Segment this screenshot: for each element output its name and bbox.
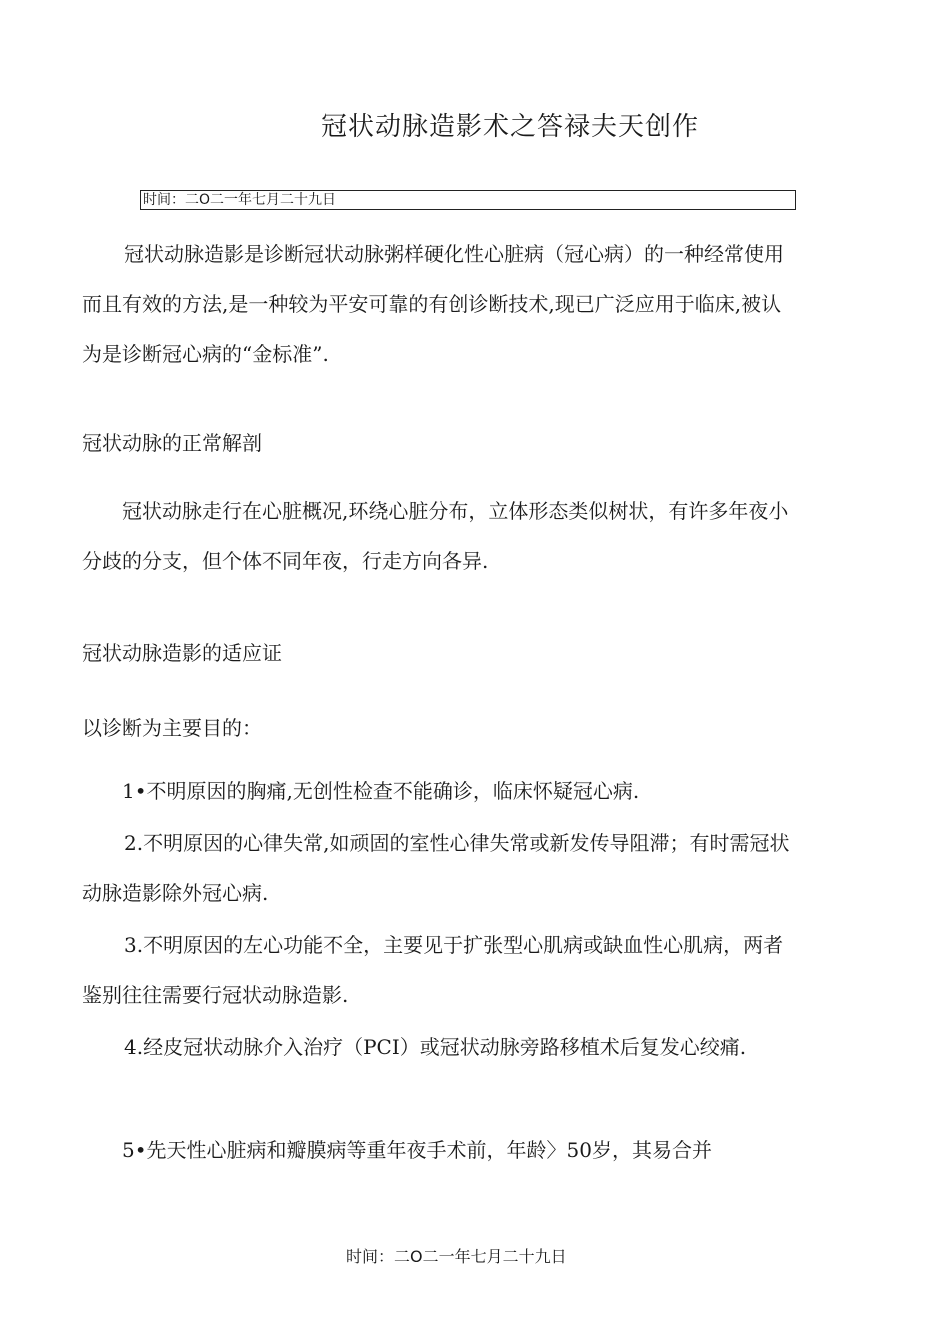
indications-heading: 冠状动脉造影的适应证: [82, 641, 282, 665]
document-title: 冠状动脉造影术之答禄夫天创作: [320, 112, 699, 142]
footer-date: 时间：二O二一年七月二十九日: [346, 1247, 567, 1266]
diagnosis-heading: 以诊断为主要目的：: [82, 716, 262, 740]
indication-item-5: 5•先天性心脏病和瓣膜病等重年夜手术前，年龄〉50岁，其易合并: [122, 1138, 712, 1162]
indication-item-3: 3.不明原因的左心功能不全，主要见于扩张型心肌病或缺血性心肌病，两者鉴别往往需要行冠状动脉造影.: [82, 933, 784, 1007]
anatomy-heading: 冠状动脉的正常解剖: [82, 431, 262, 455]
anatomy-paragraph: 冠状动脉走行在心脏概况,环绕心脏分布，立体形态类似树状，有许多年夜小分歧的分支，但个体不同年夜，行走方向各异.: [82, 499, 789, 573]
intro-paragraph: 冠状动脉造影是诊断冠状动脉粥样硬化性心脏病（冠心病）的一种经常使用而且有效的方法,是一种较为平安可靠的有创诊断技术,现已广泛应用于临床,被认为是诊断冠心病的“金标准”.: [82, 242, 784, 366]
indication-item-4: 4.经皮冠状动脉介入治疗（PCI）或冠状动脉旁路移植术后复发心绞痛.: [124, 1035, 747, 1059]
indication-item-1: 1•不明原因的胸痛,无创性检查不能确诊，临床怀疑冠心病.: [122, 779, 640, 803]
indication-item-2: 2.不明原因的心律失常,如顽固的室性心律失常或新发传导阻滞；有时需冠状动脉造影除外冠心病.: [82, 831, 790, 905]
date-line: 时间：二O二一年七月二十九日: [140, 190, 796, 210]
